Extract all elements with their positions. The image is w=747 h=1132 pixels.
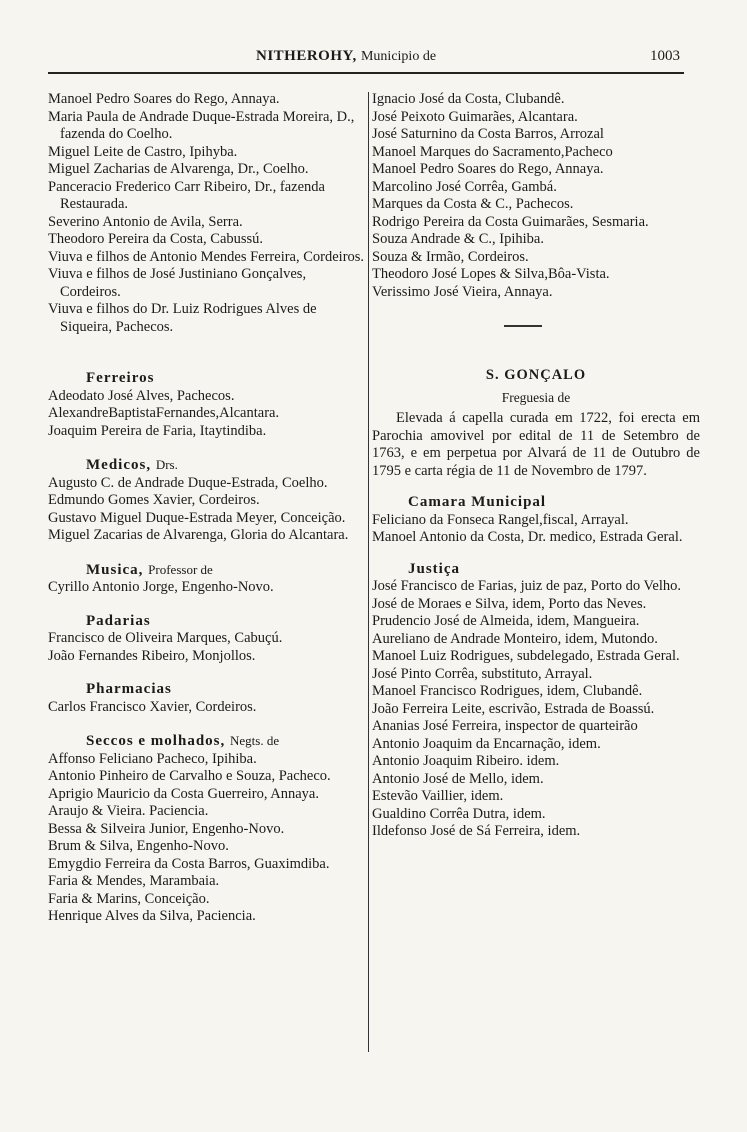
heading-text: Musica,: [86, 561, 144, 578]
section-heading-medicos: [48, 456, 366, 475]
list-item: Theodoro Pereira da Costa, Cabussú.: [48, 231, 264, 247]
list-item: Bessa & Silveira Junior, Engenho-Novo.: [48, 820, 285, 837]
heading-sub: Drs.: [155, 457, 178, 472]
list-item: Miguel Zacarias de Alvarenga, Gloria do Alcantara.: [48, 527, 349, 543]
list-item: Miguel Leite de Castro, Ipihyba.: [48, 143, 238, 160]
header-municipio: Municipio de: [360, 49, 437, 64]
list-item: Viuva e filhos do Dr. Luiz Rodrigues Alves de Siqueira, Pachecos.: [48, 301, 317, 335]
heading-sub: Professor de: [148, 561, 213, 577]
right-block1: [372, 91, 700, 301]
list-item: Antonio Pinheiro de Carvalho e Souza, Pacheco.: [48, 768, 331, 784]
list-item: Ildefonso José de Sá Ferreira, idem.: [372, 823, 581, 839]
header-title: [256, 48, 436, 65]
heading-text: Medicos,: [86, 457, 152, 473]
list-item: Feliciano da Fonseca Rangel,fiscal, Arrayal.: [372, 511, 629, 528]
left-block1: [48, 91, 366, 336]
list-item: AlexandreBaptistaFernandes,Alcantara.: [48, 405, 280, 421]
section-heading-camara: Camara Municipal: [408, 494, 547, 510]
list-item: Viuva e filhos de Antonio Mendes Ferreira, Cordeiros.: [48, 248, 365, 265]
list-item: Faria & Mendes, Marambaia.: [48, 873, 220, 889]
list-item: Manoel Luiz Rodrigues, subdelegado, Estrada Geral.: [372, 648, 680, 664]
list-item: Theodoro José Lopes & Silva,Bôa-Vista.: [372, 266, 610, 282]
list-item: Henrique Alves da Silva, Paciencia.: [48, 908, 256, 924]
list-item: Souza Andrade & C., Ipihiba.: [372, 231, 544, 247]
list-item: Joaquim Pereira de Faria, Itaytindiba.: [48, 422, 267, 439]
list-item: Brum & Silva, Engenho-Novo.: [48, 838, 229, 854]
section-divider: [504, 325, 542, 327]
section-heading-ferreiros: Ferreiros: [86, 370, 155, 386]
list-item: Francisco de Oliveira Marques, Cabuçú.: [48, 630, 283, 646]
list-item: José Peixoto Guimarães, Alcantara.: [372, 108, 578, 125]
list-item: José Saturnino da Costa Barros, Arrozal: [372, 126, 604, 142]
heading-sub: Negts. de: [230, 733, 280, 748]
list-item: Faria & Marins, Conceição.: [48, 890, 210, 907]
list-item: Marques da Costa & C., Pachecos.: [372, 196, 574, 212]
history-paragraph: Elevada á capella curada em 1722, foi erecta em Parochia amovivel por edital de 11 de Setembro de 1763, e em perpetua por Alvará de 11 de Outubro de 1795 e carta régia de 11 de Novembro de 1797.: [372, 410, 700, 479]
column-divider: [368, 92, 369, 1052]
list-item: Cyrillo Antonio Jorge, Engenho-Novo.: [48, 579, 274, 595]
list-item: José de Moraes e Silva, idem, Porto das Neves.: [372, 595, 647, 612]
right-column: [372, 91, 700, 841]
section-subtitle: Freguesia de: [501, 389, 571, 405]
list-item: Ignacio José da Costa, Clubandê.: [372, 91, 565, 107]
list-item: Araujo & Vieira. Paciencia.: [48, 803, 209, 819]
list-item: Panceracio Frederico Carr Ribeiro, Dr., fazenda Restaurada.: [48, 178, 325, 212]
list-item: Souza & Irmão, Cordeiros.: [372, 248, 529, 265]
list-item: Manoel Francisco Rodrigues, idem, Clubandê.: [372, 683, 643, 699]
list-item: João Ferreira Leite, escrivão, Estrada de Boassú.: [372, 700, 655, 717]
section-heading-musica: [48, 561, 366, 580]
list-item: João Fernandes Ribeiro, Monjollos.: [48, 647, 256, 664]
section-heading-padarias: Padarias: [86, 612, 151, 629]
list-item: Miguel Zacharias de Alvarenga, Dr., Coelho.: [48, 161, 309, 177]
list-item: Affonso Feliciano Pacheco, Ipihiba.: [48, 750, 257, 767]
list-item: Antonio Joaquim da Encarnação, idem.: [372, 735, 601, 752]
list-item: Marcolino José Corrêa, Gambá.: [372, 178, 557, 195]
list-item: Carlos Francisco Xavier, Cordeiros.: [48, 698, 257, 715]
heading-text: Seccos e molhados,: [86, 733, 226, 749]
list-item: Manoel Pedro Soares do Rego, Annaya.: [48, 91, 280, 107]
list-item: Gualdino Corrêa Dutra, idem.: [372, 805, 546, 822]
list-item: Maria Paula de Andrade Duque-Estrada Moreira, D., fazenda do Coelho.: [48, 108, 355, 142]
section-heading-pharmacias: Pharmacias: [86, 681, 172, 697]
header-city: NITHEROHY,: [256, 48, 357, 64]
list-item: Emygdio Ferreira da Costa Barros, Guaximdiba.: [48, 855, 330, 872]
section-heading-seccos: [48, 732, 366, 751]
list-item: Manoel Antonio da Costa, Dr. medico, Estrada Geral.: [372, 529, 683, 545]
list-item: Manoel Pedro Soares do Rego, Annaya.: [372, 161, 604, 177]
section-heading-justica: Justiça: [408, 560, 460, 577]
list-item: Manoel Marques do Sacramento,Pacheco: [372, 143, 613, 160]
page-number: 1003: [650, 48, 680, 64]
list-item: Antonio José de Mello, idem.: [372, 770, 544, 787]
list-item: Viuva e filhos de José Justiniano Gonçalves, Cordeiros.: [48, 266, 307, 300]
list-item: Verissimo José Vieira, Annaya.: [372, 283, 553, 300]
list-item: Rodrigo Pereira da Costa Guimarães, Sesmaria.: [372, 213, 649, 230]
list-item: Estevão Vaillier, idem.: [372, 788, 504, 804]
list-item: José Francisco de Farias, juiz de paz, Porto do Velho.: [372, 578, 682, 594]
section-title: S. GONÇALO: [485, 367, 587, 383]
list-item: Aprigio Mauricio da Costa Guerreiro, Annaya.: [48, 785, 319, 802]
list-item: Augusto C. de Andrade Duque-Estrada, Coelho.: [48, 474, 328, 491]
list-item: Edmundo Gomes Xavier, Cordeiros.: [48, 492, 260, 508]
list-item: Severino Antonio de Avila, Serra.: [48, 213, 243, 230]
list-item: Adeodato José Alves, Pachecos.: [48, 387, 235, 404]
left-column: [48, 91, 366, 926]
list-item: Ananias José Ferreira, inspector de quarteirão: [372, 718, 638, 734]
spacer: [48, 336, 366, 370]
list-item: José Pinto Corrêa, substituto, Arrayal.: [372, 665, 593, 682]
list-item: Aureliano de Andrade Monteiro, idem, Mutondo.: [372, 630, 658, 647]
list-item: Antonio Joaquim Ribeiro. idem.: [372, 753, 560, 769]
page-header: [48, 46, 684, 74]
list-item: Gustavo Miguel Duque-Estrada Meyer, Conceição.: [48, 509, 346, 526]
list-item: Prudencio José de Almeida, idem, Mangueira.: [372, 613, 640, 629]
